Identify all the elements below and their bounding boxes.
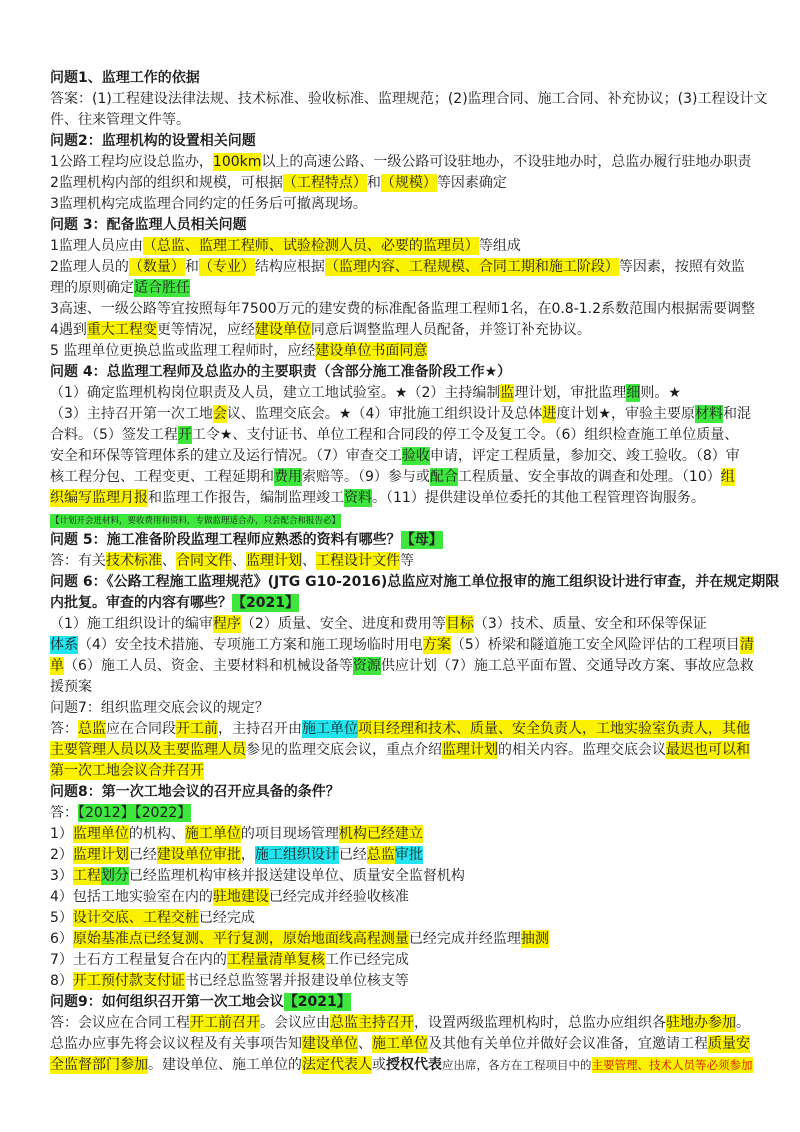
- highlighted-text: 合同文件: [176, 553, 232, 569]
- highlighted-text: 会: [212, 406, 227, 422]
- text-run: 问题 6：《公路工程施工监理规范》(JTG G10-2016)总监应对施工单位报审的施工组织设计进行审查，并在规定期限: [50, 574, 780, 590]
- highlighted-text: 重大工程变: [86, 322, 157, 338]
- highlighted-text: 资源: [352, 658, 381, 674]
- answer-line: [50, 299, 792, 320]
- answer-line: [50, 950, 792, 971]
- highlighted-text: 【2022】: [134, 805, 192, 821]
- highlighted-text: 总监: [78, 721, 106, 737]
- highlighted-text: 方案: [422, 637, 451, 653]
- answer-line: [50, 425, 792, 446]
- highlighted-text: 抽测: [520, 931, 549, 947]
- text-run: 已经: [338, 847, 367, 863]
- answer-line: [50, 740, 792, 761]
- highlighted-text: 细: [626, 385, 641, 401]
- answer-line: [50, 887, 792, 908]
- text-run: （4）安全技术措施、专项施工方案和施工现场临时用电: [78, 637, 423, 653]
- highlighted-text: 项目经理和技术、质量、安全负责人，工地实验室负责人，其他: [358, 721, 750, 737]
- question-block: [50, 992, 792, 1076]
- question-title-line: [50, 362, 792, 383]
- text-run: 等因素确定: [436, 175, 507, 191]
- highlighted-text: 技术标准: [106, 553, 162, 569]
- text-run: 问题1、监理工作的依据: [50, 70, 200, 86]
- answer-line: [50, 383, 792, 404]
- answer-line: [50, 1055, 792, 1076]
- highlighted-text: 审批: [394, 847, 423, 863]
- highlighted-text: 单: [50, 658, 64, 674]
- text-run: 件、往来管理文件等。: [50, 112, 190, 128]
- text-run: 已经完成并经监理: [408, 931, 521, 947]
- text-run: 3监理机构完成监理合同约定的任务后可撤离现场。: [50, 196, 367, 212]
- highlighted-text: 进: [542, 406, 557, 422]
- highlighted-text: 【2021】: [232, 595, 299, 611]
- text-run: 以上的高速公路、一级公路可设驻地办，不设驻地办时，总监办履行驻地办职责: [261, 154, 752, 170]
- highlighted-text: （工程特点）: [282, 175, 367, 191]
- text-run: 更等情况，应经: [156, 322, 255, 338]
- text-run: 。建设单位、施工单位的: [148, 1057, 302, 1073]
- question-title-line: [50, 215, 792, 236]
- highlighted-text: 驻地办参加: [666, 1015, 736, 1031]
- question-title-line: [50, 68, 792, 89]
- answer-line: [50, 341, 792, 362]
- text-run: 问题2：监理机构的设置相关问题: [50, 133, 256, 149]
- highlighted-text: 配合: [429, 469, 458, 485]
- highlighted-text: 施工组织设计: [254, 847, 339, 863]
- question-block: [50, 572, 792, 698]
- highlighted-text: 目标: [445, 616, 474, 632]
- answer-line: [50, 635, 792, 656]
- highlighted-text: 建设单位: [254, 322, 311, 338]
- answer-line: [50, 404, 792, 425]
- text-run: 7）土石方工程量复合在内的: [50, 952, 227, 968]
- text-run: 1监理人员应由: [50, 238, 143, 254]
- text-run: 4）包括工地实验室在内的: [50, 889, 213, 905]
- text-run: 工作已经完成: [324, 952, 409, 968]
- text-run: 3）: [50, 868, 73, 884]
- highlighted-text: 总监: [366, 847, 395, 863]
- highlighted-text: 主要管理、技术人员等必须参加: [591, 1058, 753, 1072]
- highlighted-text: 监理单位: [72, 826, 129, 842]
- question-title-line: [50, 572, 792, 593]
- answer-line: [50, 89, 792, 110]
- text-run: 总监办应事先将会议议程及有关事项告知: [50, 1036, 302, 1052]
- answer-line: [50, 866, 792, 887]
- text-run: 、: [232, 553, 246, 569]
- text-run: 。（11）提供建设单位委托的其他工程管理咨询服务。: [372, 490, 705, 506]
- text-run: 问题 4：总监理工程师及总监办的主要职责（含部分施工准备阶段工作★）: [50, 364, 512, 380]
- text-run: 的机构、: [128, 826, 185, 842]
- text-run: 和监理工作报告，编制监理竣工: [148, 490, 344, 506]
- highlighted-text: 开工预付款支付证: [72, 973, 185, 989]
- highlighted-text: 施工单位: [372, 1036, 428, 1052]
- highlighted-text: 设计交底、工程交桩: [72, 910, 199, 926]
- text-run: 等: [400, 553, 414, 569]
- highlighted-text: 清: [739, 637, 754, 653]
- question-block: [50, 68, 792, 131]
- question-block: [50, 131, 792, 215]
- text-run: 或: [372, 1057, 386, 1073]
- text-run: 答：会议应在合同工程: [50, 1015, 190, 1031]
- highlighted-text: 全监督部门参加: [50, 1057, 148, 1073]
- highlighted-text: 工程设计文件: [316, 553, 400, 569]
- text-run: ，设置两级监理机构时，总监办应组织各: [414, 1015, 666, 1031]
- highlighted-text: （数量）: [128, 259, 185, 275]
- text-run: 已经完成: [198, 910, 255, 926]
- text-run: 答：: [50, 805, 78, 821]
- highlighted-text: 100km: [212, 154, 262, 170]
- question-title-line: [50, 530, 792, 551]
- highlighted-text: 【母】: [400, 532, 443, 548]
- answer-line: [50, 551, 792, 572]
- text-run: 。: [736, 1015, 750, 1031]
- highlighted-text: （专业）: [198, 259, 255, 275]
- text-run: ，主持召开由: [218, 721, 302, 737]
- text-run: 则。★: [640, 385, 681, 401]
- text-run: 问题9：如何组织召开第一次工地会议: [50, 994, 284, 1010]
- text-run: 1公路工程均应设总监办，: [50, 154, 213, 170]
- highlighted-text: 驻地建设: [212, 889, 269, 905]
- text-run: 供应计划（7）施工总平面布置、交通导改方案、事故应急救: [380, 658, 754, 674]
- text-run: 问题7：组织监理交底会议的规定？: [50, 700, 269, 716]
- text-run: 答：: [50, 721, 78, 737]
- text-run: 。会议应由: [260, 1015, 330, 1031]
- answer-line: [50, 677, 792, 698]
- highlighted-text: 适合胜任: [134, 280, 190, 296]
- highlighted-text: 监理计划: [442, 742, 498, 758]
- highlighted-text: 程序: [212, 616, 241, 632]
- answer-line: [50, 1013, 792, 1034]
- highlighted-text: （监理内容、工程规模、合同工期和施工阶段）: [324, 259, 619, 275]
- question-block: [50, 782, 792, 992]
- text-run: 的项目现场管理: [240, 826, 339, 842]
- text-run: （2）质量、安全、进度和费用等: [240, 616, 446, 632]
- question-title-line: [50, 992, 792, 1013]
- answer-line: [50, 656, 792, 677]
- answer-line: [50, 194, 792, 215]
- document-content: [50, 68, 792, 1128]
- question-block: [50, 698, 792, 782]
- answer-line: [50, 446, 792, 467]
- text-run: 1）: [50, 826, 73, 842]
- text-run: 合料。（5）签发工程: [50, 427, 178, 443]
- text-run: 内批复。审查的内容有哪些？: [50, 595, 232, 611]
- text-run: 申请，评定工程质量，参加交、竣工验收。（8）审: [429, 448, 740, 464]
- question-block: [50, 362, 792, 530]
- text-run: （6）施工人员、资金、主要材料和机械设备等: [64, 658, 353, 674]
- text-run: （1）确定监理机构岗位职责及人员，建立工地试验室。★（2）主持编制: [50, 385, 501, 401]
- text-run: 度计划★，审验主要原: [556, 406, 695, 422]
- highlighted-text: 施工单位: [184, 826, 241, 842]
- highlighted-text: 费用: [274, 469, 302, 485]
- highlighted-text: 法定代表人: [302, 1057, 372, 1073]
- text-run: 援预案: [50, 679, 92, 695]
- highlighted-text: 监理计划: [72, 847, 129, 863]
- highlighted-text: 【计划开会进材料，要收费用和资料，专做监理适合办，只会配合和报告必】: [51, 516, 341, 526]
- answer-line: [50, 614, 792, 635]
- highlighted-text: 开工前召开: [190, 1015, 260, 1031]
- text-run: 书已经总监签署并报建设单位核支等: [184, 973, 409, 989]
- highlighted-text: 开工前: [176, 721, 218, 737]
- answer-line: [50, 257, 792, 278]
- answer-line: [50, 1034, 792, 1055]
- text-run: 理计划，审批监理: [514, 385, 627, 401]
- answer-line: [50, 803, 792, 824]
- question-block: [50, 215, 792, 362]
- text-run: 索赔等。（9）参与或: [302, 469, 430, 485]
- text-run: 6）: [50, 931, 73, 947]
- highlighted-text: 【2012】: [78, 805, 135, 821]
- highlighted-text: （规模）: [380, 175, 437, 191]
- answer-line: [50, 110, 792, 131]
- question-title-line: [50, 593, 792, 614]
- text-run: 安全和环保等管理体系的建立及运行情况。（7）审查交工: [50, 448, 402, 464]
- text-run: 、: [162, 553, 176, 569]
- text-run: 3高速、一级公路等宜按照每年7500万元的建安费的标准配备监理工程师1名，在0.8-1.2系数范围内根据需要调整: [50, 301, 756, 317]
- answer-line: [50, 278, 792, 299]
- question-title-line: [50, 131, 792, 152]
- text-run: 5）: [50, 910, 73, 926]
- highlighted-text: 质量安: [708, 1036, 750, 1052]
- highlighted-text: 施工单位: [302, 721, 358, 737]
- text-run: 工程质量、安全事故的调查和处理。（10）: [457, 469, 721, 485]
- text-run: （5）桥梁和隧道施工安全风险评估的工程项目: [450, 637, 740, 653]
- answer-line: [50, 509, 792, 530]
- answer-line: [50, 488, 792, 509]
- text-run: 及其他有关单位并做好会议准备，宜邀请工程: [428, 1036, 708, 1052]
- text-run: 应在合同段: [106, 721, 176, 737]
- text-run: 和: [184, 259, 199, 275]
- highlighted-text: 开: [177, 427, 192, 443]
- highlighted-text: 材料: [694, 406, 723, 422]
- text-run: 应出席，各方在工程项目中的: [442, 1058, 592, 1072]
- answer-line: [50, 719, 792, 740]
- text-run: 问题 3：配备监理人员相关问题: [50, 217, 247, 233]
- answer-line: [50, 908, 792, 929]
- highlighted-text: 最迟也可以和: [666, 742, 750, 758]
- highlighted-text: 划分: [100, 868, 129, 884]
- highlighted-text: 工程: [72, 868, 101, 884]
- highlighted-text: 体系: [50, 637, 78, 653]
- highlighted-text: 第一次工地会议合并召开: [50, 763, 204, 779]
- text-run: 核工程分包、工程变更、工程延期和: [50, 469, 274, 485]
- text-run: 理的原则确定: [50, 280, 134, 296]
- answer-line: [50, 467, 792, 488]
- text-run: 、: [302, 553, 316, 569]
- highlighted-text: 工程量清单复核: [226, 952, 325, 968]
- answer-line: [50, 971, 792, 992]
- highlighted-text: 验收: [401, 448, 430, 464]
- question-title-line: [50, 782, 792, 803]
- highlighted-text: 资料: [344, 490, 372, 506]
- highlighted-text: 原始基准点已经复测、平行复测，原始地面线高程测量: [72, 931, 409, 947]
- highlighted-text: 【2021】: [283, 994, 351, 1010]
- text-run: 参见的监理交底会议，重点介绍: [246, 742, 442, 758]
- text-run: 、: [358, 1036, 372, 1052]
- answer-line: [50, 929, 792, 950]
- text-run: 问题8：第一次工地会议的召开应具备的条件？: [50, 784, 340, 800]
- answer-line: [50, 236, 792, 257]
- text-run: 2监理人员的: [50, 259, 129, 275]
- highlighted-text: 建设单位书面同意: [315, 343, 428, 359]
- highlighted-text: 建设单位审批: [156, 847, 241, 863]
- text-run: 答案：(1)工程建设法律法规、技术标准、验收标准、监理规范；(2)监理合同、施工合同、补充协议；(3)工程设计文: [50, 91, 768, 107]
- question-block: [50, 530, 792, 572]
- text-run: 4遇到: [50, 322, 87, 338]
- text-run: 8）: [50, 973, 73, 989]
- text-run: 议、监理交底会。★（4）审批施工组织设计及总体: [226, 406, 543, 422]
- text-run: （3）技术、质量、安全和环保等保证: [473, 616, 707, 632]
- text-run: 和混: [722, 406, 751, 422]
- text-run: 的相关内容。监理交底会议: [498, 742, 666, 758]
- answer-line: [50, 824, 792, 845]
- text-run: 结构应根据: [254, 259, 325, 275]
- text-run: （1）施工组织设计的编审: [50, 616, 213, 632]
- text-run: （3）主持召开第一次工地: [50, 406, 213, 422]
- text-run: 授权代表: [386, 1057, 442, 1073]
- answer-line: [50, 761, 792, 782]
- text-run: 已经: [128, 847, 157, 863]
- highlighted-text: （总监、监理工程师、试验检测人员、必要的监理员）: [142, 238, 479, 254]
- answer-line: [50, 845, 792, 866]
- text-run: 问题 5：施工准备阶段监理工程师应熟悉的资料有哪些？: [50, 532, 401, 548]
- highlighted-text: 组: [720, 469, 735, 485]
- highlighted-text: 总监主持召开: [330, 1015, 414, 1031]
- answer-line: [50, 173, 792, 194]
- highlighted-text: 织编写监理月报: [50, 490, 148, 506]
- question-title-line: [50, 698, 792, 719]
- answer-line: [50, 152, 792, 173]
- highlighted-text: 监: [500, 385, 515, 401]
- answer-line: [50, 320, 792, 341]
- highlighted-text: 主要管理人员以及主要监理人员: [50, 742, 246, 758]
- text-run: ，: [240, 847, 255, 863]
- text-run: 等因素，按照有效监: [618, 259, 745, 275]
- highlighted-text: 监理计划: [246, 553, 302, 569]
- text-run: 5 监理单位更换总监或监理工程师时，应经: [50, 343, 316, 359]
- text-run: 同意后调整监理人员配备，并签订补充协议。: [310, 322, 591, 338]
- text-run: 工令★、支付证书、单位工程和合同段的停工令及复工令。（6）组织检查施工单位质量、: [191, 427, 739, 443]
- text-run: 和: [366, 175, 381, 191]
- text-run: 已经监理机构审核并报送建设单位、质量安全监督机构: [128, 868, 465, 884]
- text-run: 2监理机构内部的组织和规模，可根据: [50, 175, 283, 191]
- text-run: 等组成: [478, 238, 521, 254]
- text-run: 已经完成并经验收核准: [268, 889, 409, 905]
- text-run: 答：有关: [50, 553, 106, 569]
- highlighted-text: 建设单位: [302, 1036, 358, 1052]
- text-run: 2）: [50, 847, 73, 863]
- highlighted-text: 机构已经建立: [338, 826, 423, 842]
